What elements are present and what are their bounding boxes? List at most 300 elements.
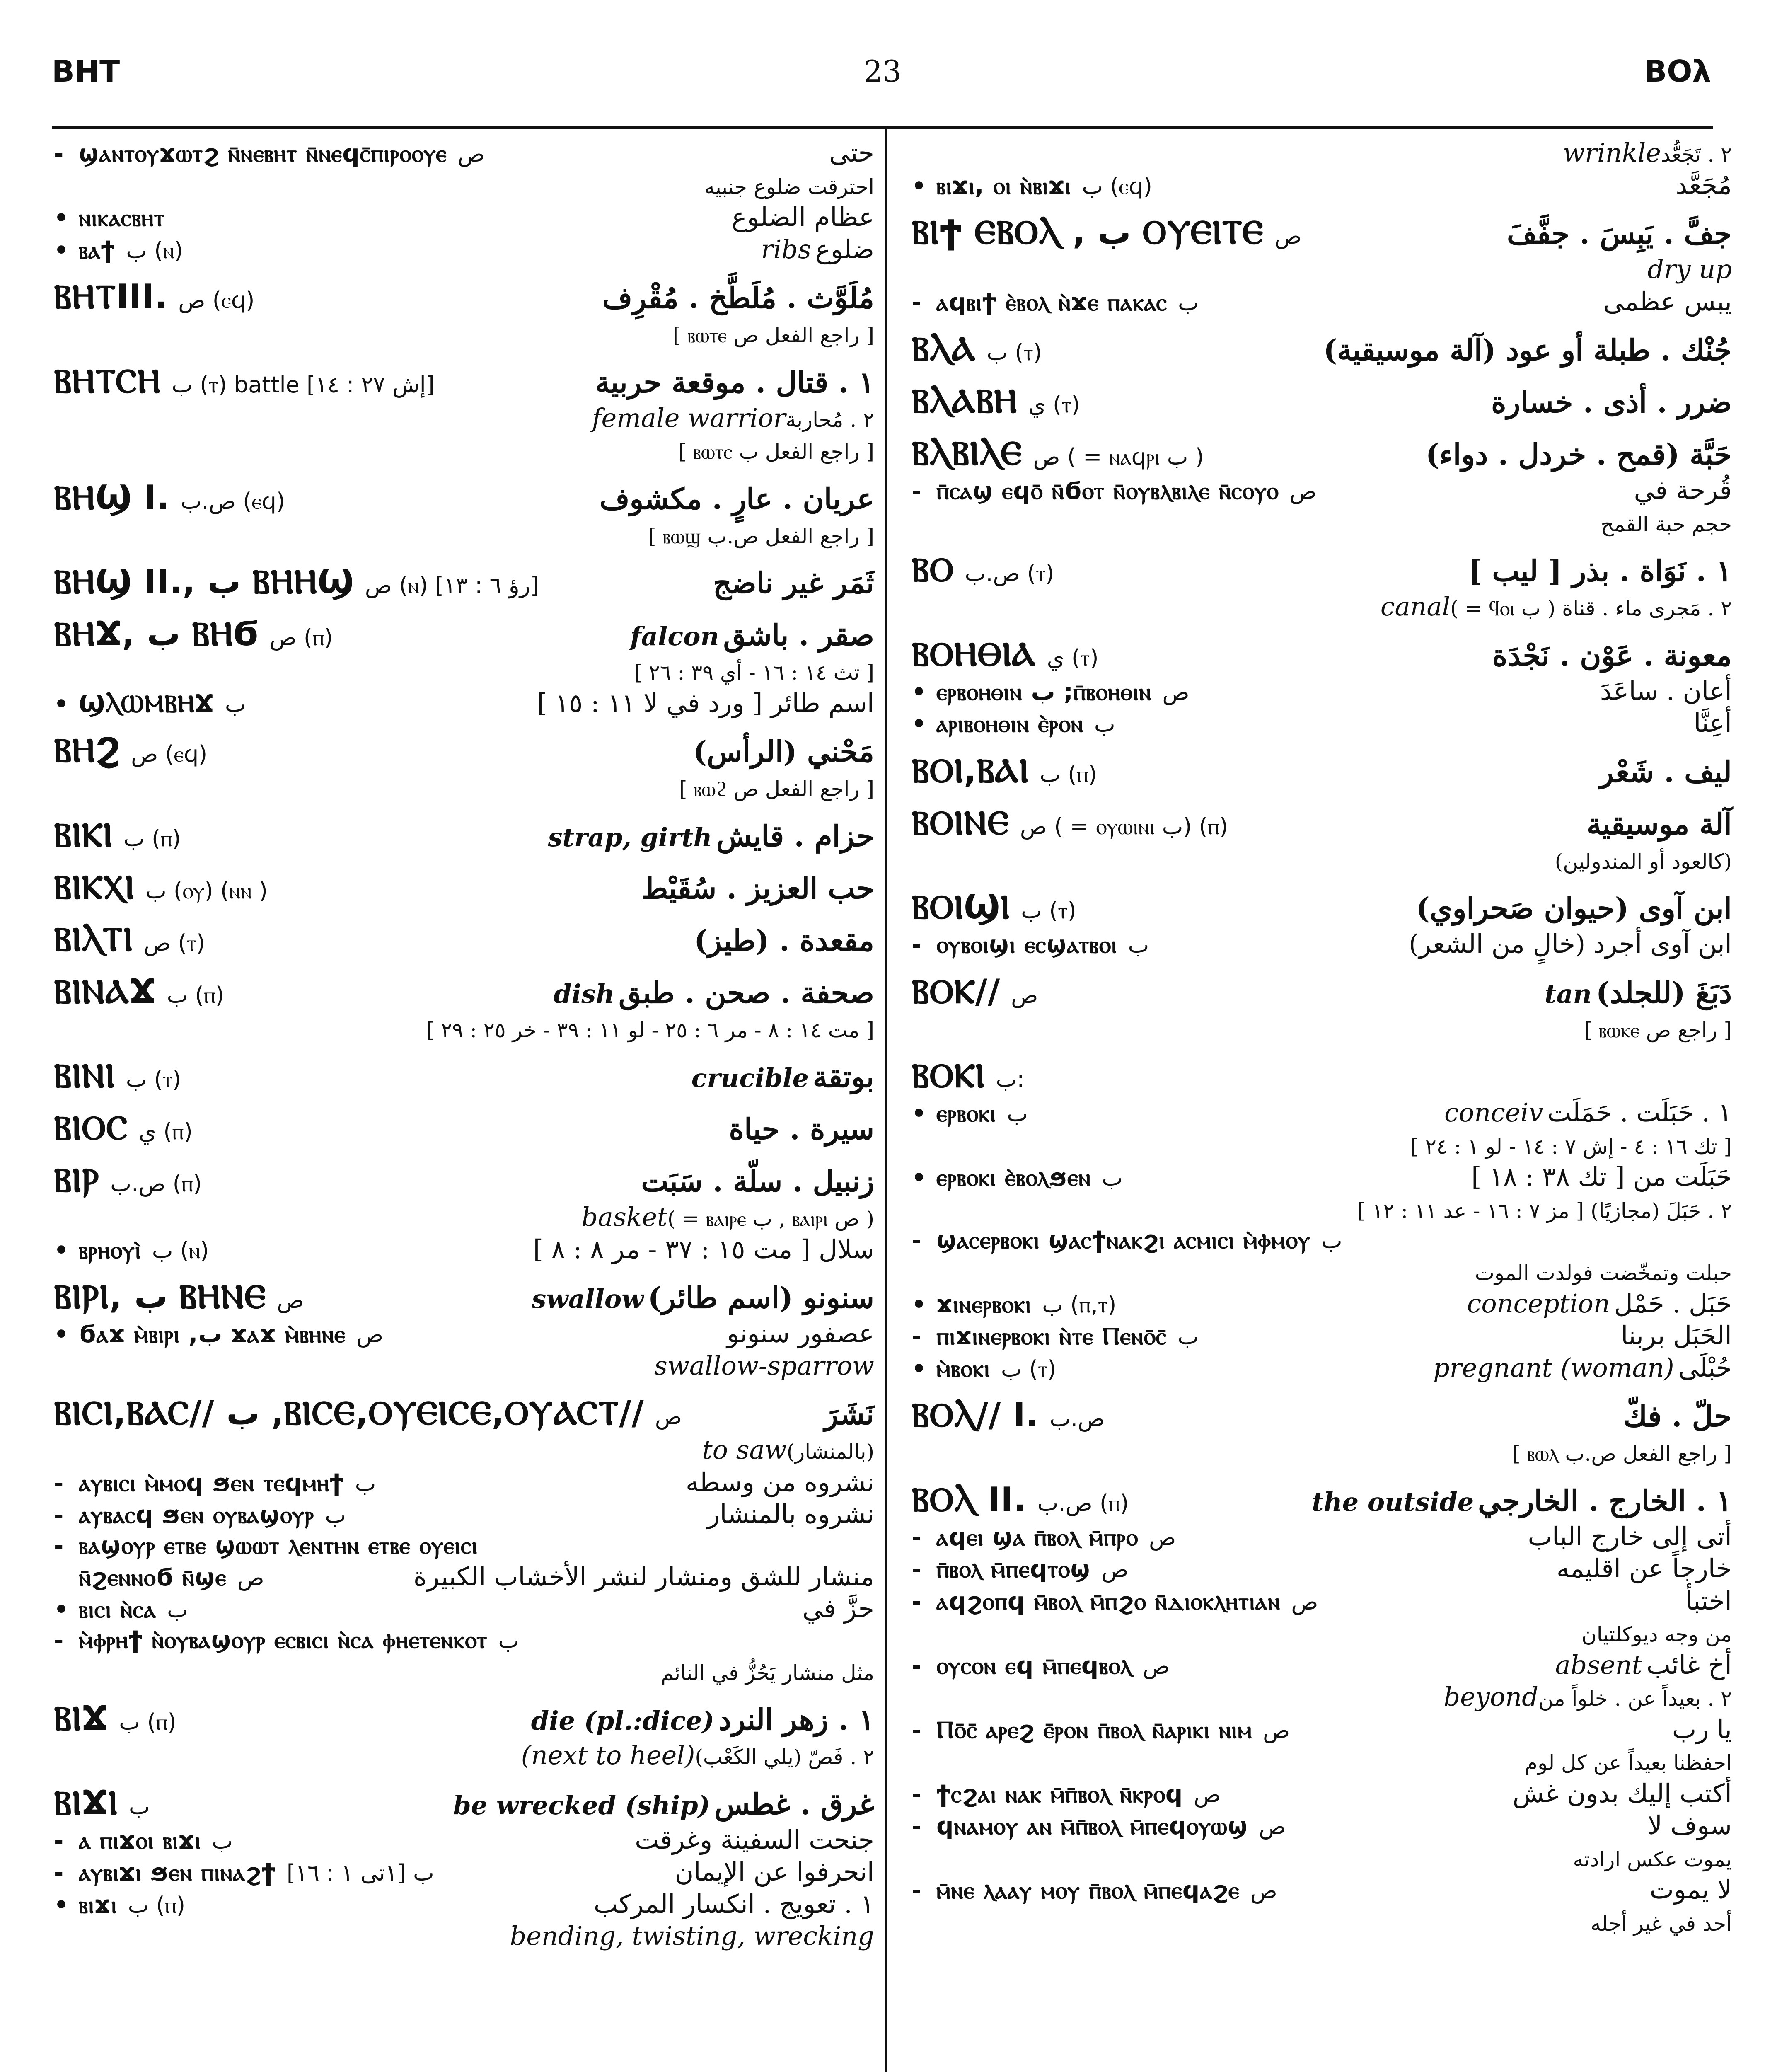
dictionary-line [912,1479,1732,1520]
arabic-gloss [1440,1097,1732,1129]
dictionary-line [912,675,1732,707]
dictionary-line [912,1681,1732,1713]
arabic-gloss [1648,1809,1732,1842]
english-gloss: to saw [702,1435,787,1465]
arabic-gloss [1603,286,1732,318]
arabic-gloss [704,169,874,201]
coptic-lemma: ⲃⲓϫⲓ [79,1890,117,1919]
coptic-lemma: ⲡ̄ⲥⲁϣ ⲉϥⲟ̄ ⲛ̄ϭⲟⲧ ⲛ̄ⲟⲩⲃⲗⲃⲓⲗⲉ ⲛ̄ⲥⲟⲩⲟ [936,477,1279,505]
gloss-text: حب العزيز . سُقَيْط [641,871,874,905]
arabic-gloss [1584,1012,1732,1045]
arabic-gloss [1573,1842,1732,1874]
line-lemma-group [54,1500,346,1530]
gloss-text: أعِنَّا [1694,708,1732,738]
arabic-gloss [1376,591,1732,623]
arabic-gloss [1591,1906,1732,1938]
dictionary-line [912,253,1732,286]
line-lemma-group [912,1098,1028,1128]
arabic-gloss [537,687,874,719]
coptic-lemma: ⲁⲩⲃⲓⲥⲓ ⲙ̀ⲙⲟϥ ϧⲉⲛ ⲧⲉϥⲙⲏϯ [79,1468,344,1497]
arabic-gloss [594,1888,874,1920]
arabic-gloss [802,1593,874,1625]
running-head-right: BOλ [1644,54,1711,89]
gloss-text: أحد في غير أجله [1590,1911,1732,1936]
line-bullet: • [54,1321,69,1348]
coptic-lemma: ⲂⲒⲖⲦⲒ [54,920,133,959]
dictionary-line [912,212,1732,253]
grammar-tag: ص (ⲡ) [269,625,333,651]
dictionary-line [912,844,1732,876]
line-lemma-group [912,634,1099,675]
line-bullet: • [54,237,69,264]
dictionary-line [912,634,1732,675]
line-bullet: - [912,1524,921,1551]
grammar-tag: ص [457,141,485,167]
line-lemma-group [912,709,1115,739]
english-gloss: tan [1544,978,1592,1009]
arabic-gloss [1600,754,1732,790]
coptic-lemma: ϫⲓⲛⲉⲣⲃⲟⲕⲓ [936,1290,1032,1318]
english-gloss: basket [581,1202,667,1232]
dictionary-line [54,1888,874,1920]
coptic-lemma: ⲂⲎϢ I. [54,478,170,517]
line-lemma-group [54,1392,682,1434]
dictionary-line [54,814,874,856]
grammar-tag: ب [1177,1324,1199,1350]
line-lemma-group [54,561,539,603]
line-lemma-group [912,929,1149,960]
arabic-gloss [1643,253,1732,286]
line-lemma-group [54,1782,150,1824]
dictionary-line [912,1745,1732,1777]
gloss-text: حزَّ في [802,1593,874,1624]
line-lemma-group [54,235,183,265]
dictionary-line [912,1394,1732,1436]
dictionary-line [912,707,1732,739]
column-divider [885,129,887,2072]
line-lemma-group [912,171,1152,201]
arabic-gloss [1676,169,1732,201]
line-lemma-group [912,1554,1129,1584]
gloss-text: حُبْلَى [1678,1352,1732,1383]
grammar-tag: ص [237,1564,264,1591]
line-bullet: - [912,1716,921,1744]
line-lemma-group [912,476,1317,506]
coptic-lemma: ⲂⲞⲎⲐⲒⲀ [912,634,1036,673]
arabic-gloss [686,1466,874,1498]
coptic-lemma: ϢⲖⲰⲘⲂⲎϪ [79,689,214,718]
dictionary-line [912,928,1732,960]
grammar-tag: ب (ⲧ) [986,339,1042,366]
gloss-text: ابن آوى (حيوان صَحراوي) [1416,891,1732,925]
coptic-lemma: ⲁⲩⲃⲁⲥϥ ϧⲉⲛ ⲟⲩⲃⲁϣⲟⲩⲣ [79,1501,314,1529]
gloss-text: من وجه ديوكلتيان [1581,1622,1732,1646]
grammar-tag: ص [1149,1524,1176,1551]
english-gloss: bending, twisting, wrecking [510,1921,874,1951]
dictionary-line [912,1713,1732,1745]
gloss-text: قُرحة في [1634,475,1732,505]
arabic-gloss [1513,1777,1732,1810]
dictionary-line [912,169,1732,201]
grammar-tag: ب (ⲧ) [126,1066,181,1092]
dictionary-line [54,730,874,771]
gloss-text: ٢ . بعيداً عن . خلواً من [1538,1687,1732,1711]
dictionary-line [912,1874,1732,1906]
grammar-tag: ص ( = ⲛⲁϥⲣⲓ ب ) [1033,444,1204,470]
arabic-gloss [675,1856,874,1888]
gloss-text: مثل منشار يَحُزُّ في النائم [660,1661,874,1685]
dictionary-line [54,771,874,804]
dictionary-line [54,971,874,1012]
line-lemma-group [912,971,1038,1012]
dictionary-line [54,169,874,201]
line-bullet: • [912,711,926,738]
dictionary-line [912,549,1732,591]
gloss-text: سوف لا [1647,1810,1732,1840]
dictionary-line [912,750,1732,792]
coptic-lemma: ⲂⲎϪ, ب ⲂⲎϬ [54,615,259,653]
arabic-gloss [1357,1193,1732,1225]
coptic-lemma: ⲂⲎϨ [54,731,121,770]
arabic-gloss [1601,506,1732,539]
line-bullet: - [912,932,921,959]
line-bullet: • [912,172,926,200]
coptic-lemma: ⲃⲁϣⲟⲩⲣ ⲉⲧⲃⲉ ϣⲱⲱⲧ ⲗⲉⲛⲧⲏⲛ ⲉⲧⲃⲉ ⲟⲩⲉⲓⲥⲓ [79,1531,478,1559]
grammar-tag: ص (ⲉϥ) [178,287,255,313]
arabic-gloss [1491,384,1732,421]
line-bullet: • [912,1164,926,1191]
english-gloss: wrinkle [1563,138,1661,168]
dictionary-line [54,561,874,603]
arabic-gloss [727,1317,874,1350]
gloss-text: (بالمنشار) [786,1440,874,1464]
line-lemma-group [54,1159,202,1201]
line-lemma-group [912,1479,1129,1520]
line-bullet: - [912,289,921,316]
dictionary-line [912,1585,1732,1617]
gloss-text: ٢ . حَبَلَ (مجازيًا) [ مز ٧ : ١٦ - عد ١١ : ١٢ ] [1357,1198,1732,1223]
dictionary-line [54,1655,874,1687]
grammar-tag: ب (ⲧ) battle [إش ٢٧ : ١٤] [172,371,435,398]
grammar-tag: ص [1101,1556,1129,1583]
arabic-gloss [1323,332,1732,368]
dictionary-line [54,687,874,719]
arabic-gloss [1600,675,1732,707]
dictionary-line [912,971,1732,1012]
arabic-gloss [824,1396,874,1433]
line-lemma-group [54,203,176,233]
line-bullet: - [912,1227,921,1254]
arabic-gloss [1621,1319,1732,1352]
arabic-gloss [1581,1617,1732,1649]
dictionary-line [54,1434,874,1466]
grammar-tag: ب (ⲡ) [128,1892,186,1918]
line-lemma-group [912,802,1228,844]
line-bullet: - [54,1469,64,1497]
line-lemma-group [54,1890,185,1920]
gloss-text: صحفة . صحن . طبق [619,975,874,1010]
dictionary-line [912,1255,1732,1288]
arabic-gloss [577,1201,874,1233]
arabic-gloss [673,317,874,350]
dictionary-line [54,1782,874,1824]
gloss-text: ليف . شَعْر [1599,754,1732,789]
gloss-text: ١ . تعويج . انكسار المركب [593,1888,874,1919]
line-lemma-group [912,1353,1056,1384]
left-column [54,137,874,1952]
dictionary-line [912,1288,1732,1320]
line-lemma-group [912,886,1076,928]
line-lemma-group [54,477,285,518]
grammar-tag: ص [1263,1717,1290,1743]
gloss-text: أتى إلى خارج الباب [1528,1521,1732,1552]
english-gloss: be wrecked (ship) [453,1790,711,1820]
coptic-lemma: ⲂⲒⲚⲀϪ [54,972,156,1011]
dictionary-line [54,201,874,233]
dictionary-line [912,1129,1732,1161]
gloss-text: سلال [ مت ١٥ : ٣٧ - مر ٨ : ٨ ] [533,1234,874,1264]
gloss-text: حزام . قايش [716,818,874,853]
line-lemma-group [912,1055,1024,1097]
gloss-text: ٢ . مُحاربة [786,407,874,432]
arabic-gloss [1468,553,1732,589]
gloss-text: حَبَل . حَمْل [1614,1288,1732,1319]
coptic-lemma: ⲛⲓⲕⲁⲥⲃⲏⲧ [79,203,165,232]
arabic-gloss [1623,1398,1732,1435]
arabic-gloss [641,870,874,907]
arabic-gloss [506,1920,874,1952]
dictionary-line [912,591,1732,623]
gloss-text: معونة . عَوْن . نَجْدَة [1492,638,1732,673]
grammar-tag: ص [1143,1653,1170,1679]
line-bullet: - [54,1627,64,1654]
arabic-gloss [449,1786,874,1823]
gloss-text: ١ . قتال . موقعة حربية [595,365,874,399]
coptic-lemma: ⲂⲒϪⲒ [54,1783,118,1822]
line-bullet: • [912,1291,926,1318]
coptic-lemma: ⲂⲎⲦⲤⲎ [54,361,161,400]
coptic-lemma: ⲡ̄ⲃⲟⲗ ⲙ̄ⲡⲉϥⲧⲟϣ [936,1555,1091,1583]
arabic-gloss [413,1561,874,1593]
arabic-gloss [829,137,874,169]
line-lemma-group [54,867,268,908]
arabic-gloss [698,1434,874,1466]
arabic-gloss [1672,1713,1732,1745]
grammar-tag: ص (ⲉϥ) [131,741,208,767]
dictionary-line [912,1225,1732,1255]
grammar-tag: ص [1289,478,1317,504]
english-gloss: conceiv [1444,1097,1543,1128]
arabic-gloss [1557,1552,1732,1585]
line-lemma-group [912,328,1042,370]
gloss-text: [ تك ١٦ : ٤ - إش ٧ : ١٤ - لو ١ : ٢٤ ] [1410,1134,1732,1159]
gloss-text: أكتب إليك بدون غش [1512,1778,1732,1808]
gloss-text: حتى [829,138,874,168]
coptic-lemma: ⲁϥⲃⲓϯ ⲉ̀ⲃⲟⲗ ⲛ̀ϫⲉ ⲡⲁⲕⲁⲥ [936,288,1167,316]
coptic-lemma: ⲙ̀ⲃⲟⲕⲓ [936,1354,990,1382]
dictionary-line [912,433,1732,474]
gloss-text: (كالعود أو المندولين) [1555,849,1732,874]
gloss-text: سنونو (اسم طائر) [648,1280,874,1315]
gloss-text: يموت عكس ارادته [1573,1847,1732,1871]
grammar-tag: ب [225,691,246,717]
line-lemma-group [912,677,1190,707]
arabic-gloss [517,1739,874,1772]
line-lemma-group [54,1319,383,1349]
gloss-text: احفظنا بعيداً عن كل لوم [1525,1751,1732,1775]
dictionary-line [54,518,874,551]
arabic-gloss [626,617,874,654]
dictionary-line [54,434,874,466]
coptic-lemma: ⲂⲎϢ II., ب ⲂⲎⲎϢ [54,562,354,601]
grammar-tag: ص [277,1287,304,1313]
arabic-gloss [600,481,874,517]
coptic-lemma: ⲂⲞⲖ// I. [912,1396,1039,1434]
line-lemma-group [912,1779,1221,1809]
arabic-gloss [641,1163,874,1200]
gloss-text: بوتقة [812,1060,874,1094]
dictionary-line [54,1350,874,1382]
grammar-tag: ب (ⲉϥ) [1082,173,1152,199]
dictionary-line [54,1159,874,1201]
grammar-tag: ب [212,1828,233,1854]
grammar-tag: ص [655,1404,682,1430]
gloss-text: ٢ . مَجرى ماء . قناة ( ب ϥⲟⲓ = ) [1450,596,1732,620]
dictionary-line [54,1856,874,1888]
line-bullet: - [54,140,64,167]
grammar-tag: ب (ⲧ) [1021,898,1076,924]
english-gloss: canal [1380,591,1451,622]
line-bullet: - [912,1877,921,1904]
english-gloss: conception [1467,1288,1610,1319]
dictionary-line [54,1739,874,1772]
grammar-tag: ب (ⲡ,ⲧ) [1042,1291,1117,1318]
coptic-lemma: ⲂⲎⲦIII. [54,277,168,316]
gloss-text: ثَمَر غير ناضج [713,566,874,600]
coptic-lemma: ϣⲁⲥⲉⲣⲃⲟⲕⲓ ϣⲁⲥϯⲛⲁⲕϩⲓ ⲁⲥⲙⲓⲥⲓ ⲙ̀ⲫⲙⲟⲩ [936,1226,1310,1254]
line-lemma-group [54,689,246,719]
gloss-text: اختبأ [1685,1585,1732,1616]
coptic-lemma: ⲂⲒⲢⲒ, ب ⲂⲎⲚⲈ [54,1277,266,1316]
line-lemma-group [54,1468,376,1498]
english-gloss: dish [554,978,615,1009]
coptic-lemma: ⲂⲒⲞⲤ [54,1109,128,1147]
coptic-lemma: ⲂⲞ [912,550,954,589]
line-bullet: • [54,1596,69,1623]
arabic-gloss [687,1059,874,1095]
english-gloss: strap, girth [548,822,712,852]
line-lemma-group [912,750,1097,792]
coptic-lemma: ⲂⲞⲖ II. [912,1480,1027,1519]
grammar-tag: ب (ⲟⲩ) (ⲛⲛ ) [145,877,268,904]
dictionary-line [54,1317,874,1350]
dictionary-line [54,361,874,402]
grammar-tag: ص.ب (ⲧ) [965,560,1054,586]
arabic-gloss [1429,1352,1732,1384]
line-lemma-group [54,1107,193,1149]
gloss-text: مُجَعَّد [1676,169,1732,200]
gloss-text: جفَّ . يَبِسَ . جفَّفَ [1507,216,1732,251]
dictionary-line [912,802,1732,844]
grammar-tag: ب (ⲛ) [126,237,183,264]
dictionary-line [912,886,1732,928]
dictionary-line [912,1842,1732,1874]
dictionary-line [912,474,1732,506]
coptic-lemma: ⲂⲞⲒϢⲒ [912,888,1011,926]
dictionary-line [912,1520,1732,1553]
line-lemma-group [54,1530,488,1561]
arabic-gloss [1475,1255,1732,1288]
line-bullet: • [54,1891,69,1919]
dictionary-line [54,1392,874,1434]
arabic-gloss [1555,844,1732,876]
dictionary-line [54,1698,874,1739]
gloss-text: الحَبَل بربنا [1621,1320,1732,1351]
line-lemma-group [54,1857,434,1888]
line-lemma-group [912,212,1302,253]
gloss-text: جنحت السفينة وغرقت [635,1824,874,1855]
gloss-text: ١ . نَوَاة . بذر [ ليب ] [1468,554,1732,588]
dictionary-line [54,276,874,317]
dictionary-line [912,1809,1732,1842]
line-lemma-group [54,919,205,960]
dictionary-line [54,1233,874,1266]
coptic-lemma: ⲂⲒⲤⲒ,ⲂⲀⲤ// ب ,ⲂⲒⲤⲈ,ⲞⲨⲈⲒⲤⲈ,ⲞⲨⲀⲤⲦ// [54,1394,644,1432]
line-bullet: - [912,1652,921,1680]
coptic-lemma: ⲂⲖⲀⲂⲎ [912,382,1018,420]
arabic-gloss [1559,137,1732,169]
gloss-text: جُنْك . طبلة أو عود (آلة موسيقية) [1323,333,1732,367]
gloss-text: ١ . حَبَلَت . حَمَلَت [1547,1097,1732,1128]
arabic-gloss [1492,637,1732,674]
coptic-lemma: ⲁϥϩⲟⲡϥ ⲙ̄ⲃⲟⲗ ⲙ̄ⲡϩⲟ ⲛ̄ⲇⲓⲟⲕⲗⲏⲧⲓⲁⲛ [936,1587,1281,1615]
english-gloss: beyond [1443,1682,1538,1712]
gloss-text: ٢ . تَجَعُّد [1661,143,1732,167]
gloss-text: عظام الضلوع [731,202,874,232]
line-lemma-group [54,1055,181,1097]
line-lemma-group [912,1289,1116,1319]
line-lemma-group [912,287,1199,317]
dictionary-line [54,477,874,518]
line-bullet: - [912,1813,921,1840]
gloss-text: ضلوع [815,234,874,264]
arabic-gloss [544,818,874,854]
arabic-gloss [713,565,874,601]
coptic-lemma: ⲂⲒϪ [54,1699,109,1738]
line-bullet: - [912,1588,921,1615]
line-lemma-group [54,1562,264,1593]
dictionary-line [912,1617,1732,1649]
arabic-gloss [729,1111,874,1147]
grammar-tag: ص [1250,1878,1277,1904]
arabic-gloss [1512,1436,1732,1468]
arabic-gloss [693,733,874,770]
gloss-text: انحرفوا عن الإيمان [675,1857,874,1887]
line-lemma-group [54,1276,304,1317]
line-lemma-group [54,971,224,1012]
arabic-gloss [595,364,874,401]
coptic-lemma: ⲃⲁϯ [79,235,116,264]
grammar-tag: ص [1011,982,1038,1008]
arabic-gloss [678,434,874,466]
grammar-tag: ص (ⲧ) [144,929,205,956]
line-bullet: • [912,678,926,706]
gloss-text: حبلت وتمخّضت فولدت الموت [1475,1261,1732,1285]
dictionary-line [54,919,874,960]
arabic-gloss [1308,1483,1732,1519]
dictionary-line [912,328,1732,370]
line-lemma-group [912,1875,1277,1905]
